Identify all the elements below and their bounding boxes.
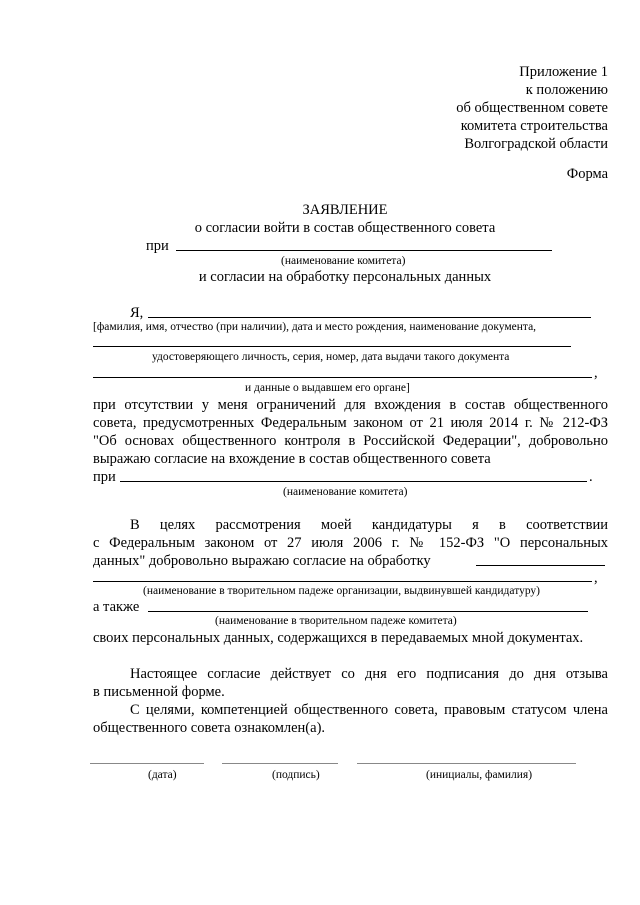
para1-line-2: совета, предусмотренных Федеральным законом от 21 июля 2014 г. № 212-ФЗ [93, 415, 608, 431]
para1-committee-field-line[interactable] [120, 481, 587, 482]
identity-field-line-3[interactable] [93, 377, 592, 378]
para1-dot: . [589, 469, 593, 485]
identity-field-line-2[interactable] [93, 346, 571, 347]
para1-line-1: при отсутствии у меня ограничений для вхождения в состав общественного [93, 397, 608, 413]
form-label: Форма [566, 166, 608, 182]
date-hint: (дата) [148, 769, 177, 781]
appendix-regulation: об общественном совете [456, 100, 608, 116]
para1-line-3: "Об основах общественного контроля в Российской Федерации", добровольно [93, 433, 608, 449]
title-subtitle-2: и согласии на обработку персональных данных [198, 269, 492, 285]
identity-comma: , [594, 365, 598, 381]
appendix-region: Волгоградской области [464, 136, 608, 152]
para2-closing-line: своих персональных данных, содержащихся в передаваемых мной документах. [93, 630, 584, 646]
para2-also-label: а также [93, 599, 140, 615]
para2-org-hint: (наименование в творительном падеже организации, выдвинувшей кандидатуру) [143, 585, 541, 597]
title-committee-hint: (наименование комитета) [281, 255, 406, 267]
appendix-number: Приложение 1 [519, 64, 608, 80]
document-title: ЗАЯВЛЕНИЕ [302, 202, 388, 218]
name-hint: (инициалы, фамилия) [426, 769, 533, 781]
para2-line-2: с Федеральным законом от 27 июля 2006 г. № 152-ФЗ "О персональных [93, 535, 608, 551]
para2-line-3: данных" добровольно выражаю согласие на обработку [93, 553, 431, 569]
sign-signature-line[interactable] [222, 763, 338, 764]
para2-committee-hint: (наименование в творительном падеже комитета) [215, 615, 457, 627]
name-signature-line[interactable] [357, 763, 576, 764]
title-subtitle-1: о согласии войти в состав общественного совета [194, 220, 496, 236]
para3-line-1: Настоящее согласие действует со дня его подписания до дня отзыва [130, 666, 608, 682]
identity-hint-1: [фамилия, имя, отчество (при наличии), дата и место рождения, наименование документа, [93, 321, 537, 333]
consent-org-field-line-2[interactable] [93, 581, 592, 582]
para4-line-2: общественного совета ознакомлен(а). [93, 720, 326, 736]
sign-hint: (подпись) [272, 769, 320, 781]
appendix-committee: комитета строительства [460, 118, 608, 134]
para2-comma: , [594, 570, 598, 586]
appendix-reference: к положению [525, 82, 608, 98]
title-pri-label: при [146, 238, 169, 254]
ya-label: Я, [130, 305, 144, 321]
para2-line-1: В целях рассмотрения моей кандидатуры я в соответствии [130, 517, 608, 533]
para3-line-2: в письменной форме. [93, 684, 225, 700]
identity-hint-2: удостоверяющего личность, серия, номер, дата выдачи такого документа [152, 351, 510, 363]
consent-org-field-line-1[interactable] [476, 565, 605, 566]
para1-committee-hint: (наименование комитета) [283, 486, 408, 498]
para1-pri-label: при [93, 469, 116, 485]
fullname-field-line[interactable] [148, 317, 591, 318]
identity-hint-3: и данные о выдавшем его органе] [245, 382, 410, 394]
para4-line-1: С целями, компетенцией общественного совета, правовым статусом члена [130, 702, 608, 718]
para1-line-4: выражаю согласие на вхождение в состав общественного совета [93, 451, 491, 467]
date-signature-line[interactable] [90, 763, 204, 764]
committee-field-line[interactable] [176, 250, 552, 251]
consent-committee-field-line[interactable] [148, 611, 588, 612]
